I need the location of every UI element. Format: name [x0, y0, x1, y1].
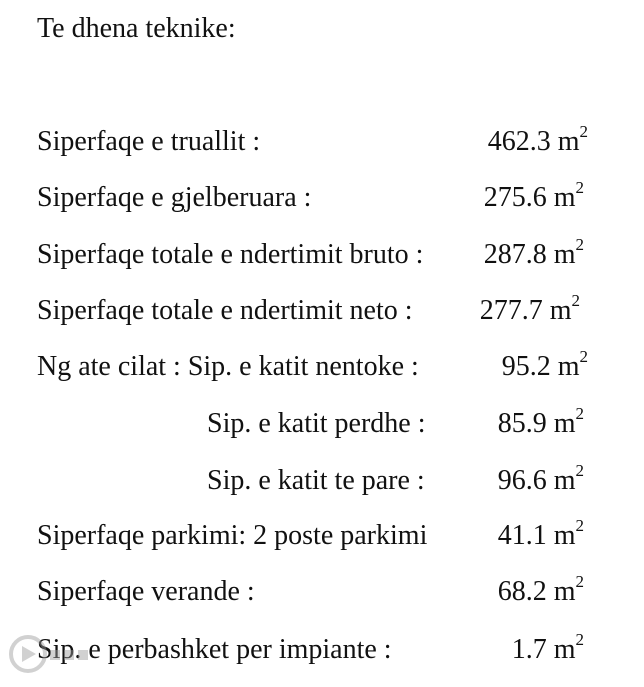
spec-value: 275.6 $m^2$	[483, 177, 584, 213]
spec-value: 85.9 $m^2$	[497, 403, 584, 439]
spec-value: 96.6 $m^2$	[497, 460, 584, 496]
spec-row-pare	[0, 460, 644, 499]
spec-label: Siperfaqe e truallit :	[37, 126, 261, 157]
spec-row-gjelberuara	[0, 177, 644, 216]
spec-row-nentoke	[0, 346, 644, 385]
spec-row-bruto	[0, 234, 644, 273]
spec-label: Siperfaqe totale e ndertimit neto :	[37, 295, 413, 326]
spec-value: 95.2 $m^2$	[501, 346, 588, 382]
spec-label: Siperfaqe parkimi: 2 poste parkimi	[37, 520, 428, 551]
spec-label: Siperfaqe verande :	[37, 576, 255, 607]
spec-value: 68.2 $m^2$	[497, 571, 584, 607]
spec-label: Siperfaqe e gjelberuara :	[37, 182, 312, 213]
spec-row-parkimi	[0, 515, 644, 554]
spec-label: Sip. e perbashket per impiante :	[37, 634, 392, 665]
spec-label: Siperfaqe totale e ndertimit bruto :	[37, 239, 424, 270]
spec-label: Ng ate cilat : Sip. e katit nentoke :	[37, 351, 419, 382]
spec-row-verande	[0, 571, 644, 610]
spec-label: Sip. e katit perdhe :	[207, 408, 426, 439]
spec-value: 1.7 $m^2$	[511, 629, 584, 665]
spec-value: 41.1 $m^2$	[497, 515, 584, 551]
spec-value: 287.8 $m^2$	[483, 234, 584, 270]
logo-watermark-icon	[6, 630, 106, 680]
spec-row-neto	[0, 290, 644, 329]
spec-value: 277.7 $m^2$	[479, 290, 580, 326]
document-title: Te dhena teknike:	[37, 13, 236, 44]
spec-row-truallit	[0, 121, 644, 160]
spec-row-perdhe	[0, 403, 644, 442]
spec-value: 462.3 $m^2$	[487, 121, 588, 157]
spec-label: Sip. e katit te pare :	[207, 465, 425, 496]
